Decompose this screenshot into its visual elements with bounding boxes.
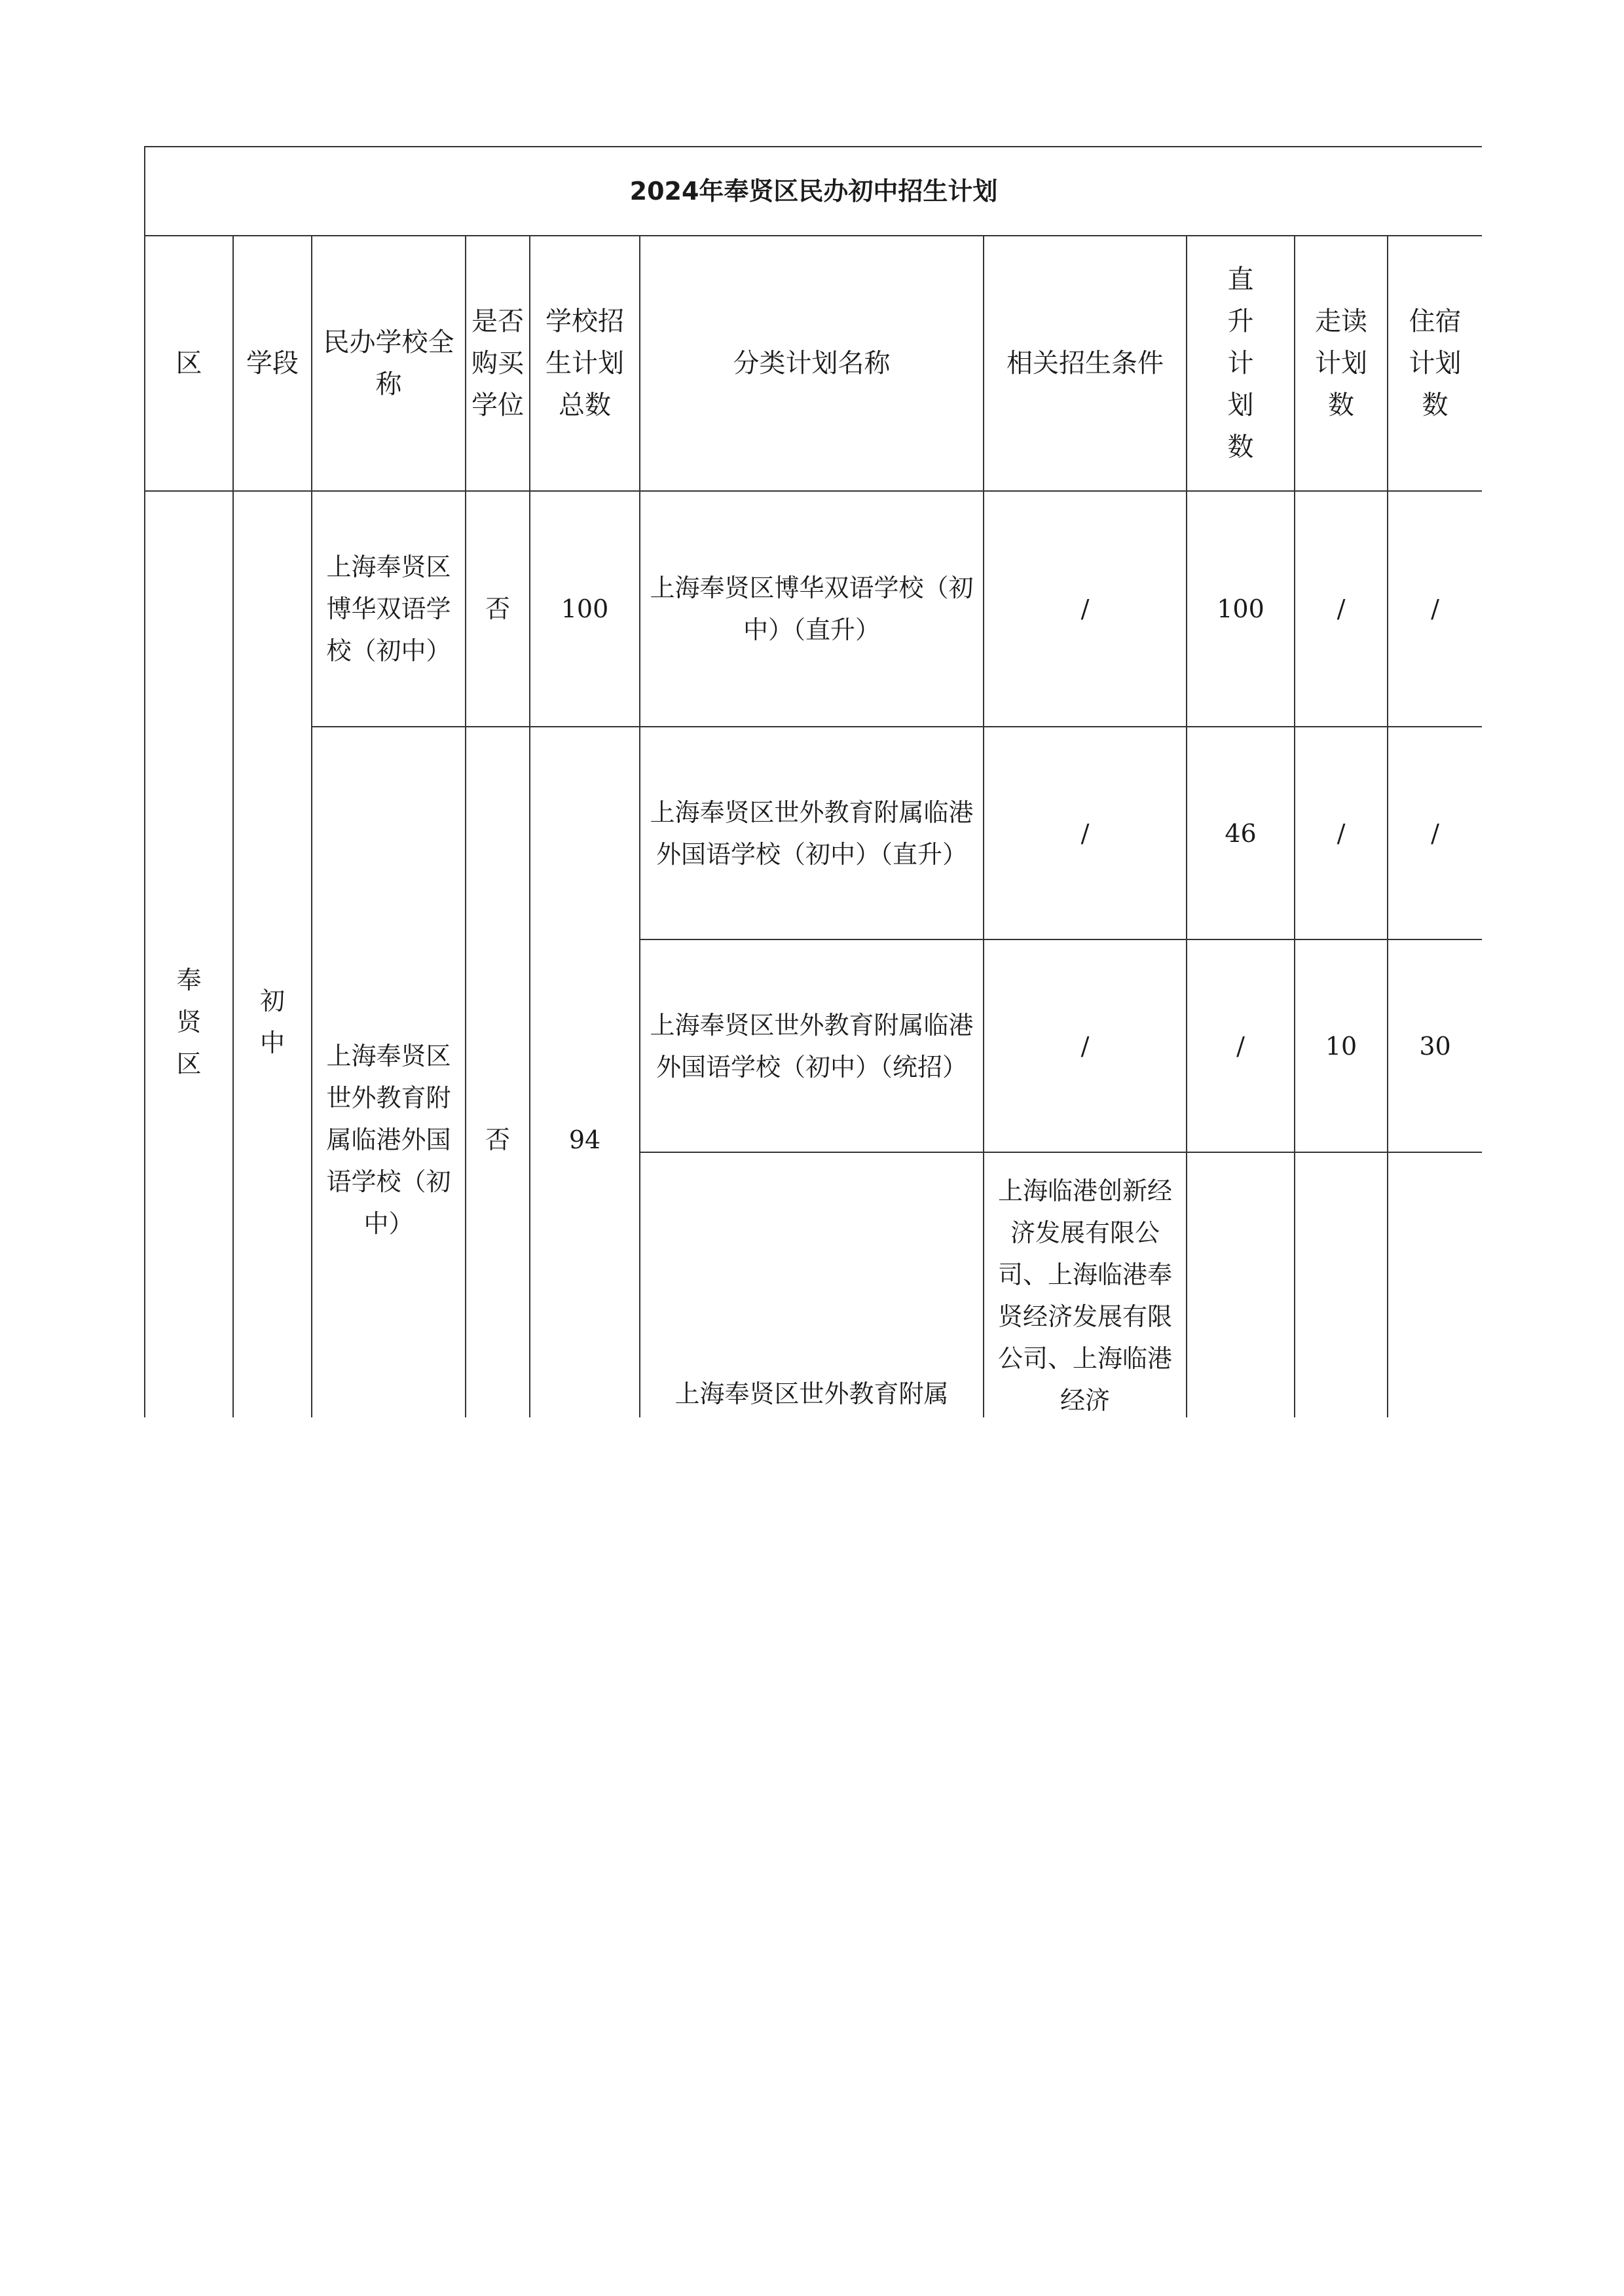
boarding-plan-cell: [1388, 1152, 1482, 1417]
purchase-cell: 否: [466, 727, 530, 1417]
header-stage: 学段: [233, 236, 312, 491]
boarding-plan-cell: 30: [1388, 939, 1482, 1152]
conditions-cell: /: [984, 939, 1187, 1152]
direct-plan-cell: [1187, 1152, 1295, 1417]
enrollment-plan-table: [144, 146, 1482, 1417]
plan-name-cell: 上海奉贤区世外教育附属临港外国语学校（初中）（统招）: [640, 939, 984, 1152]
title-row: [145, 147, 1482, 236]
day-plan-cell: /: [1295, 491, 1388, 727]
header-row: [145, 236, 1482, 491]
plan-name-cell: 上海奉贤区世外教育附属: [640, 1152, 984, 1417]
plan-name-cell: 上海奉贤区世外教育附属临港外国语学校（初中）（直升）: [640, 727, 984, 939]
header-purchase-seats: 是否购买学位: [466, 236, 530, 491]
school-name-cell: 上海奉贤区博华双语学校（初中）: [312, 491, 466, 727]
header-category-plan-name: 分类计划名称: [640, 236, 984, 491]
direct-plan-cell: /: [1187, 939, 1295, 1152]
day-plan-cell: 10: [1295, 939, 1388, 1152]
stage-cell: 初中: [233, 491, 312, 1417]
day-plan-cell: /: [1295, 727, 1388, 939]
school-name-cell: 上海奉贤区世外教育附属临港外国语学校（初中）: [312, 727, 466, 1417]
header-direct-plan: 直升计划数: [1187, 236, 1295, 491]
direct-plan-cell: 100: [1187, 491, 1295, 727]
direct-plan-cell: 46: [1187, 727, 1295, 939]
header-district: 区: [145, 236, 233, 491]
header-day-plan: 走读计划数: [1295, 236, 1388, 491]
header-boarding-plan: 住宿计划数: [1388, 236, 1482, 491]
table-row: [145, 727, 1482, 939]
table-row: [145, 491, 1482, 727]
blank-page-area: [0, 1417, 1624, 2296]
boarding-plan-cell: /: [1388, 727, 1482, 939]
table-title: 2024年奉贤区民办初中招生计划: [145, 147, 1482, 236]
day-plan-cell: [1295, 1152, 1388, 1417]
table-frame: [144, 146, 1482, 1417]
district-cell: 奉贤区: [145, 491, 233, 1417]
total-plan-cell: 94: [530, 727, 640, 1417]
total-plan-cell: 100: [530, 491, 640, 727]
header-conditions: 相关招生条件: [984, 236, 1187, 491]
conditions-cell: /: [984, 727, 1187, 939]
header-total-plan: 学校招生计划总数: [530, 236, 640, 491]
header-school-name: 民办学校全称: [312, 236, 466, 491]
plan-name-cell: 上海奉贤区博华双语学校（初中）（直升）: [640, 491, 984, 727]
conditions-cell: /: [984, 491, 1187, 727]
boarding-plan-cell: /: [1388, 491, 1482, 727]
conditions-cell: 上海临港创新经济发展有限公司、上海临港奉贤经济发展有限公司、上海临港经济: [984, 1152, 1187, 1417]
purchase-cell: 否: [466, 491, 530, 727]
